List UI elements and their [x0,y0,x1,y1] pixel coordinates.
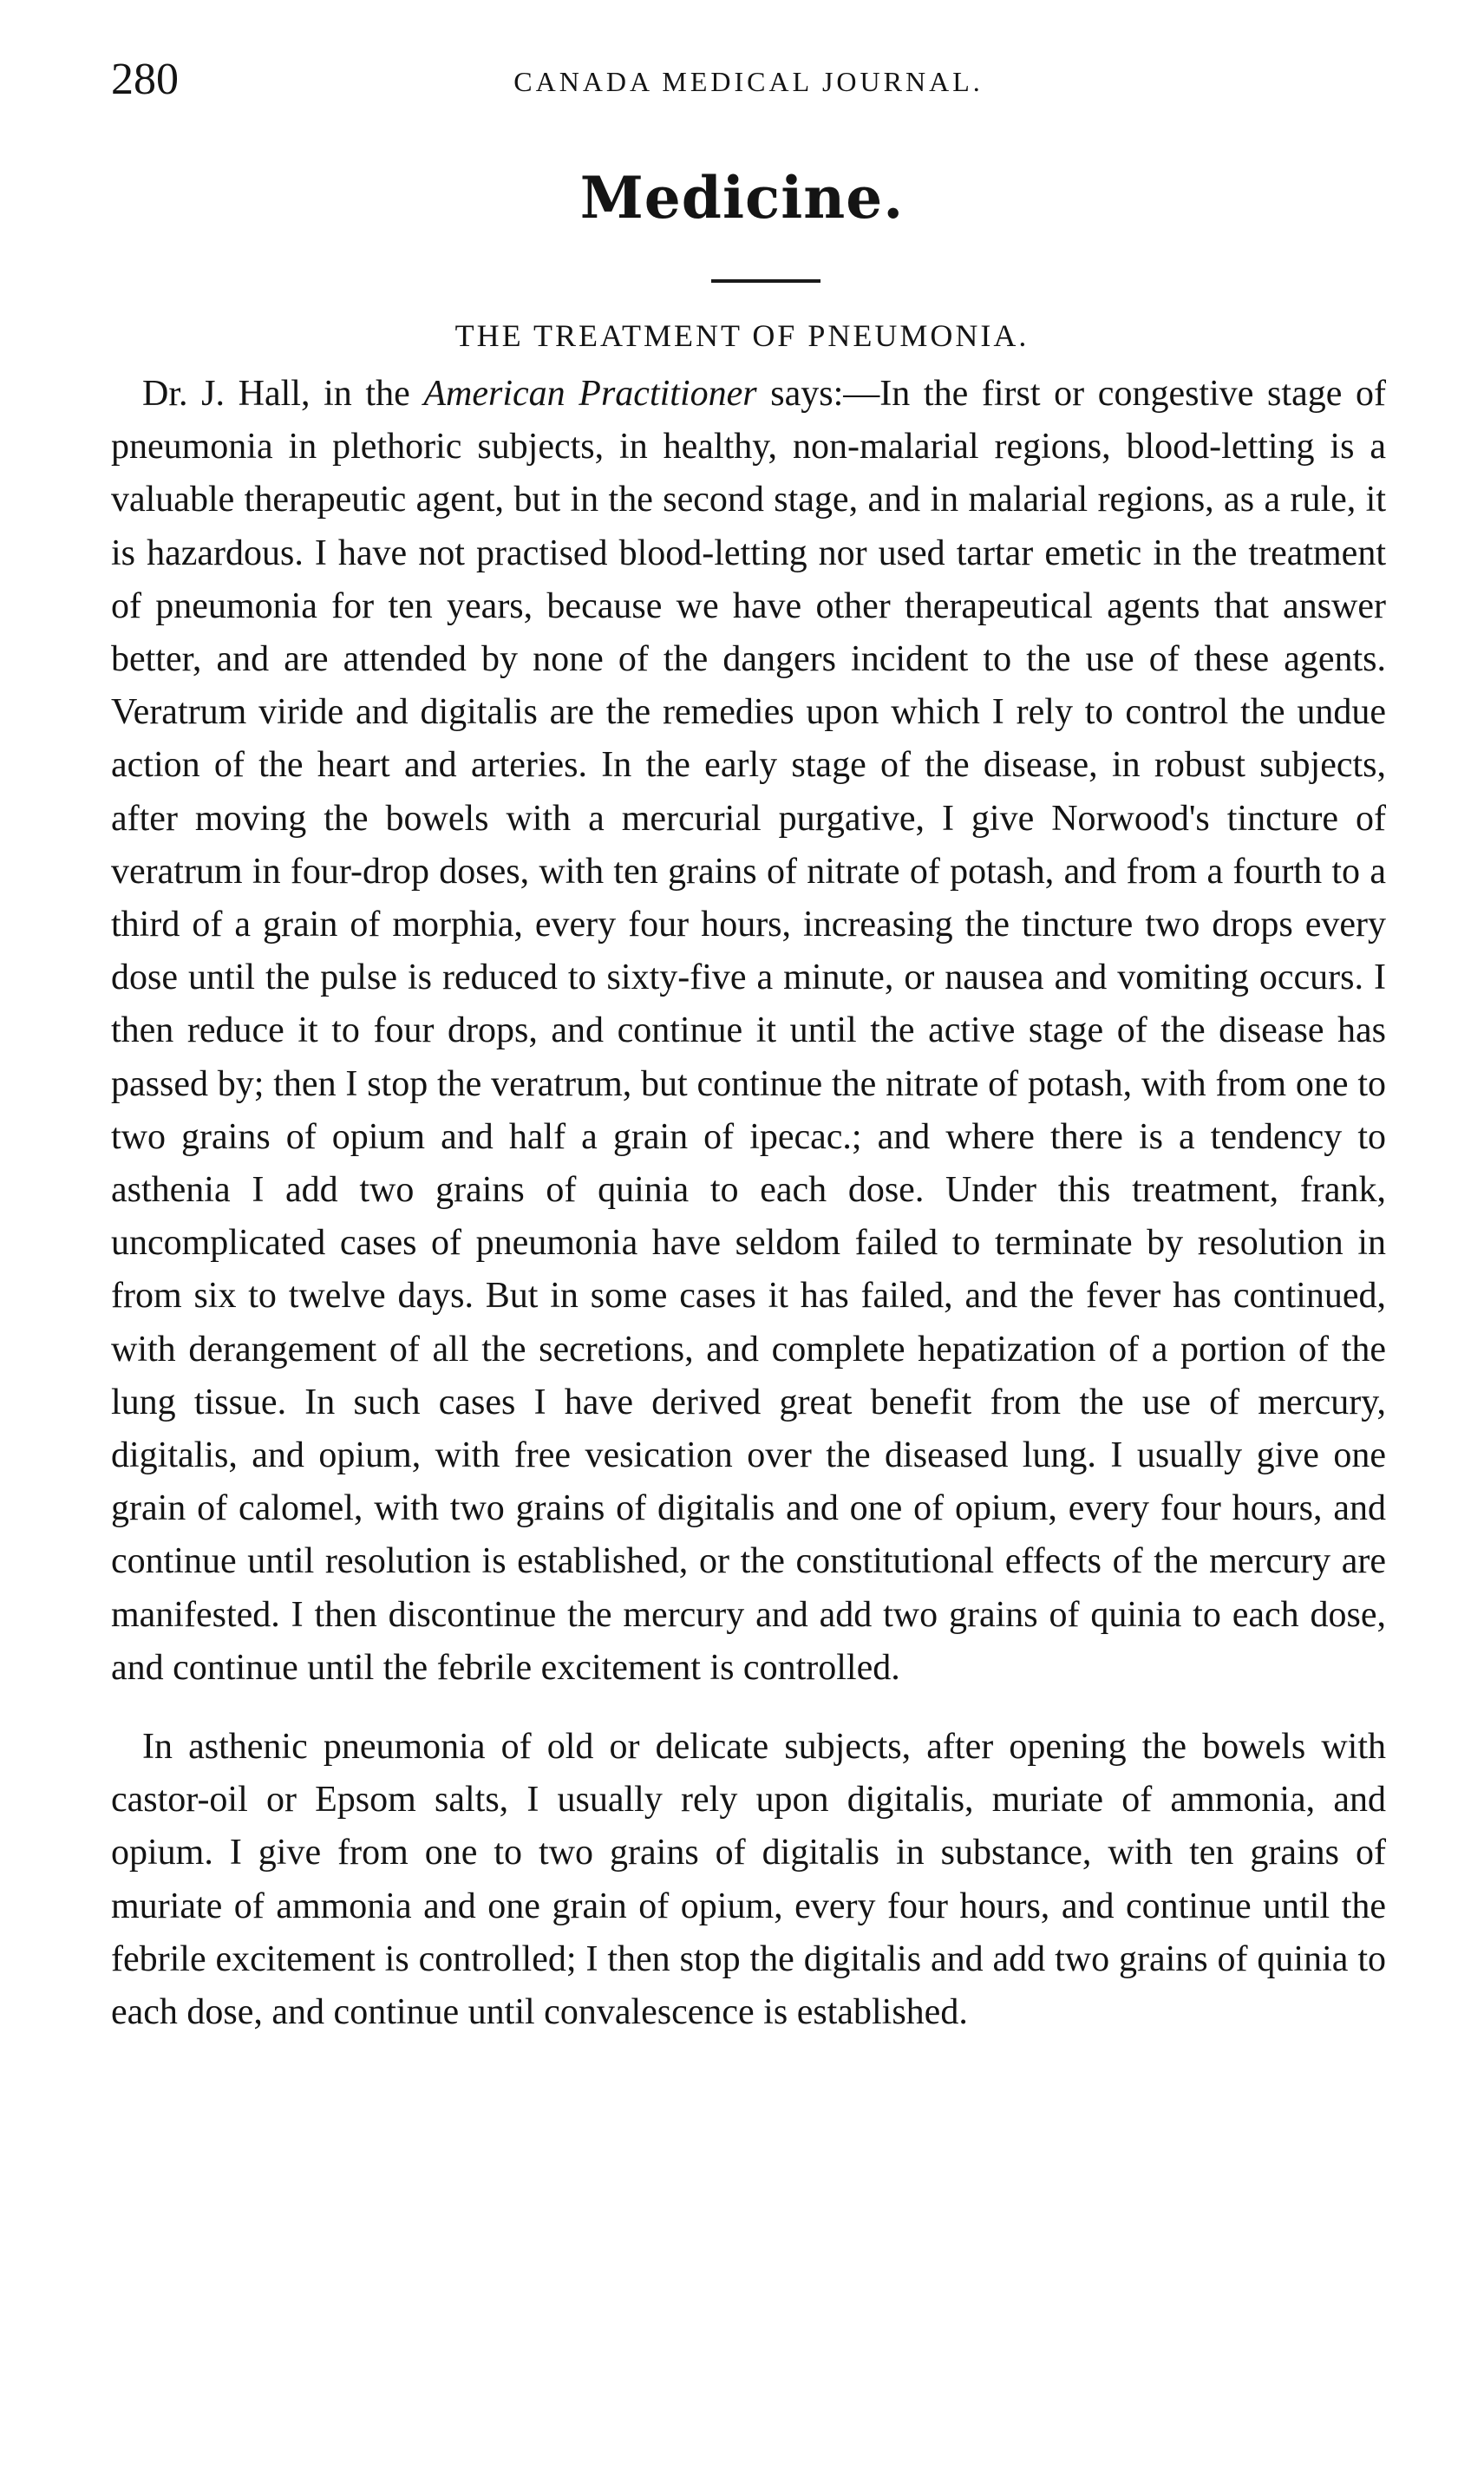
running-head: CANADA MEDICAL JOURNAL. [513,66,984,97]
paragraph-2: In asthenic pneumonia of old or delicate subjects, after opening the bowels with castor-oil or Epsom salts, I usually rely upon digitalis, muriate of ammonia, and opium. I give from one to two grains of digitalis in substance, with ten grains of muriate of ammonia and one grain of opium, every four hours, and continue until the febrile excitement is controlled; I then stop the digitalis and add two grains of quinia to each dose, and continue until convalescence is established. [111,1727,1386,2033]
title-rule [711,279,820,283]
paragraph-1 [111,368,1386,1695]
article-body [111,368,1386,2039]
source-publication: American Practitioner [423,374,757,414]
paragraph-1-text: says:—In the first or congestive stage of pneumonia in plethoric subjects, in healthy, non-malarial regions, blood-letting is a valuable therapeutic agent, but in the second stage, and in malarial regions, as a rule, it is hazardous. I have not practised blood-letting nor used tartar emetic in the treatment of pneumonia for ten years, because we have other therapeutical agents that answer better, and are attended by none of the dangers incident to the use of these agents. Veratrum viride and digitalis are the remedies upon which I rely to control the undue action of the heart and arteries. In the early stage of the disease, in robust subjects, after moving the bowels with a mercurial purgative, I give Norwood's tincture of veratrum in four-drop doses, with ten grains of nitrate of potash, and from a fourth to a third of a grain of morphia, every four hours, increasing the tincture two drops every dose until the pulse is reduced to sixty-five a minute, or nausea and vomiting occurs. I then reduce it to four drops, and continue it until the active stage of the disease has passed by; then I stop the veratrum, but continue the nitrate of potash, with from one to two grains of opium and half a grain of ipecac.; and where there is a tendency to asthenia I add two grains of quinia to each dose. Under this treatment, frank, uncomplicated cases of pneumonia have seldom failed to terminate by resolution in from six to twelve days. But in some cases it has failed, and the fever has continued, with derangement of all the secretions, and complete hepatization of a portion of the lung tissue. In such cases I have derived great benefit from the use of mercury, digitalis, and opium, with free vesication over the diseased lung. I usually give one grain of calomel, with two grains of digitalis and one of opium, every four hours, and continue until resolution is established, or the constitutional effects of the mercury are manifested. I then discontinue the mercury and add two grains of quinia to each dose, and continue until the febrile excitement is controlled. [111,374,1386,1688]
page-number: 280 [111,55,179,104]
section-title: Medicine. [579,164,905,232]
page-header [111,54,1386,106]
article-title: THE TREATMENT OF PNEUMONIA. [454,318,1030,353]
paragraph-1-lead: Dr. J. Hall, in the [142,374,424,414]
